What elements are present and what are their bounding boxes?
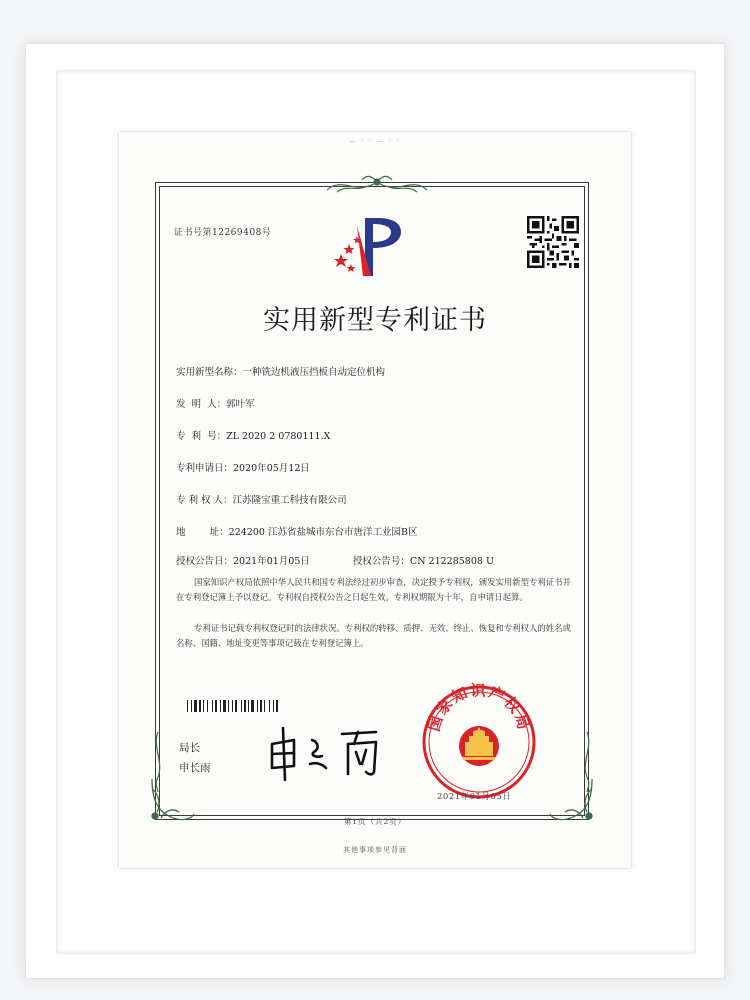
certificate-paragraph: 国家知识产权局依照中华人民共和国专利法经过初步审查，决定授予专利权，颁发实用新型专利证书并在专利登记簿上予以登记。专利权自授权公告之日起生效。专利权期限为十年，自申请日起算。 [176, 577, 571, 602]
field-value: 2020年05月12日 [233, 463, 310, 474]
field-value: 江苏隆宝重工科技有限公司 [232, 495, 347, 506]
field-inventor [176, 396, 255, 410]
director-name: 申长雨 [179, 762, 211, 774]
seal-date: 2021年01月05日 [437, 792, 512, 802]
field-label: 实用新型名称： [176, 367, 243, 378]
field-application-date [176, 460, 310, 474]
certificate-number: 证书号第12269408号 [174, 228, 272, 238]
top-strip: — · · — · · [349, 138, 401, 145]
field-label: 专 利 号： [176, 431, 227, 442]
signature-icon [264, 722, 390, 784]
field-utility-model-name [176, 364, 385, 378]
field-patent-number [176, 428, 330, 442]
field-label: 授权公告号： [352, 556, 410, 567]
certificate-paragraph: 专利证书记载专利权登记时的法律状况。专利权的转移、质押、无效、终止、恢复和专利权人的姓名或名称、国籍、地址变更等事项记载在专利登记簿上。 [176, 623, 571, 648]
field-value: 郭叶军 [226, 399, 255, 410]
director-title: 局长 [179, 742, 200, 754]
field-label: 专利申请日： [176, 463, 234, 474]
announcement-number: CN 212285808 U [409, 556, 494, 567]
field-value: ZL 2020 2 0780111.X [226, 431, 331, 442]
field-label: 授权公告日： [176, 556, 234, 567]
official-seal-icon [419, 682, 539, 802]
field-label: 专 利 权 人： [176, 495, 233, 506]
field-label: 发 明 人： [176, 399, 227, 410]
field-patentee [176, 492, 347, 506]
field-address [176, 524, 417, 538]
patent-logo-icon [327, 214, 407, 280]
barcode-icon [187, 700, 305, 712]
field-value: 224200 江苏省盐城市东台市唐洋工业园B区 [228, 527, 418, 538]
field-grant-date [176, 553, 494, 567]
page-number: 第1页（共2页） [343, 817, 407, 826]
side-ornament-icon [152, 732, 164, 792]
certificate-title: 实用新型专利证书 [263, 305, 487, 336]
patent-certificate [119, 132, 631, 868]
field-value: 2021年01月05日 [233, 556, 310, 567]
top-ornament-icon [322, 172, 432, 198]
qr-code-icon [527, 216, 579, 268]
field-label: 地 址： [176, 527, 229, 538]
footer-note: 其他事项参见背面 [343, 846, 407, 854]
svg-text:国家知识产权局: 国家知识产权局 [424, 682, 534, 734]
side-ornament-icon [581, 732, 593, 792]
field-value: 一种铣边机液压挡板自动定位机构 [242, 367, 386, 378]
